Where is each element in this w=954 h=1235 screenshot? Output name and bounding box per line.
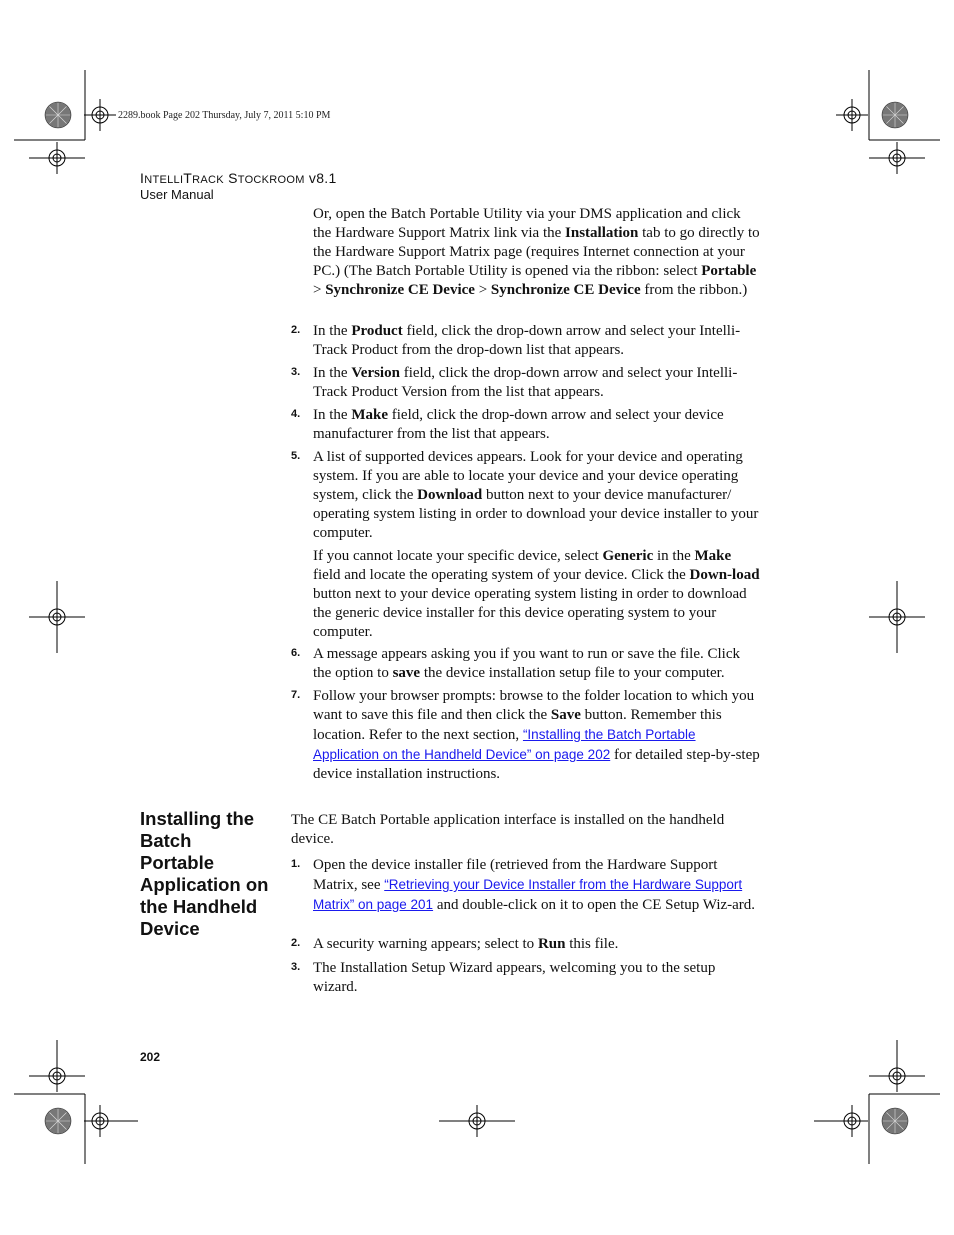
running-header-subtitle: User Manual [140, 187, 214, 202]
section-intro: The CE Batch Portable application interface is installed on the handheld device. [291, 812, 725, 847]
install-step-2-text: A security warning appears; select to Run this file. [313, 936, 619, 952]
step-5-followup: If you cannot locate your specific device, select Generic in the Make field and locate the operating system of your device. Click the Down-load button next to your device operating system listing in order to download the generic device installer for this device operating system to your computer. [313, 548, 760, 640]
step-3-text: In the Version field, click the drop-down arrow and select your Intelli-Track Product Version from the list that appears. [313, 365, 738, 400]
page-number: 202 [140, 1050, 161, 1064]
print-slug: 2289.book Page 202 Thursday, July 7, 2011 5:10 PM [118, 110, 331, 121]
install-step-1-text: Open the device installer file (retrieved from the Hardware Support Matrix, see “Retrieving your Device Installer from the Hardware Support Matrix” on page 201 and double-click on it to open the CE Setup Wiz-ard. [313, 857, 756, 913]
link-installing-batch-portable[interactable]: “Installing the Batch Portable Application on the Handheld Device” on page 202 [313, 727, 696, 762]
link-retrieving-device-installer[interactable]: “Retrieving your Device Installer from the Hardware Support Matrix” on page 201 [313, 877, 743, 912]
install-step-3-text: The Installation Setup Wizard appears, welcoming you to the setup wizard. [313, 960, 716, 995]
top-paragraph: Or, open the Batch Portable Utility via your DMS application and click the Hardware Support Matrix link via the Installation tab to go directly to the Hardware Support Matrix page (requires Internet connection at your PC.) (The Batch Portable Utility is opened via the ribbon: select Portable > Synchronize CE Device > Synchronize CE Device from the ribbon.) [313, 206, 760, 298]
step-2-text: In the Product field, click the drop-down arrow and select your Intelli-Track Product from the drop-down list that appears. [313, 323, 741, 358]
step-4-text: In the Make field, click the drop-down arrow and select your device manufacturer from the list that appears. [313, 407, 724, 442]
step-5-text: A list of supported devices appears. Look for your device and operating system. If you are able to locate your device and your device operating system, click the Download button next to your device manufacturer/ operating system listing in order to download your device installer to your computer. [313, 449, 759, 541]
section-heading: Installing the Batch Portable Application on the Handheld Device [140, 808, 269, 939]
step-7-text: Follow your browser prompts: browse to the folder location to which you want to save this file and then click the Save button. Remember this location. Refer to the next section, “Installing the Batch Portable Application on the Handheld Device” on page 202 for detailed step-by-step device installation instructions. [313, 688, 760, 782]
step-6-text: A message appears asking you if you want to run or save the file. Click the option to save the device installation setup file to your computer. [313, 646, 740, 681]
running-header-title: INTELLITRACK STOCKROOM v8.1 [140, 170, 337, 186]
